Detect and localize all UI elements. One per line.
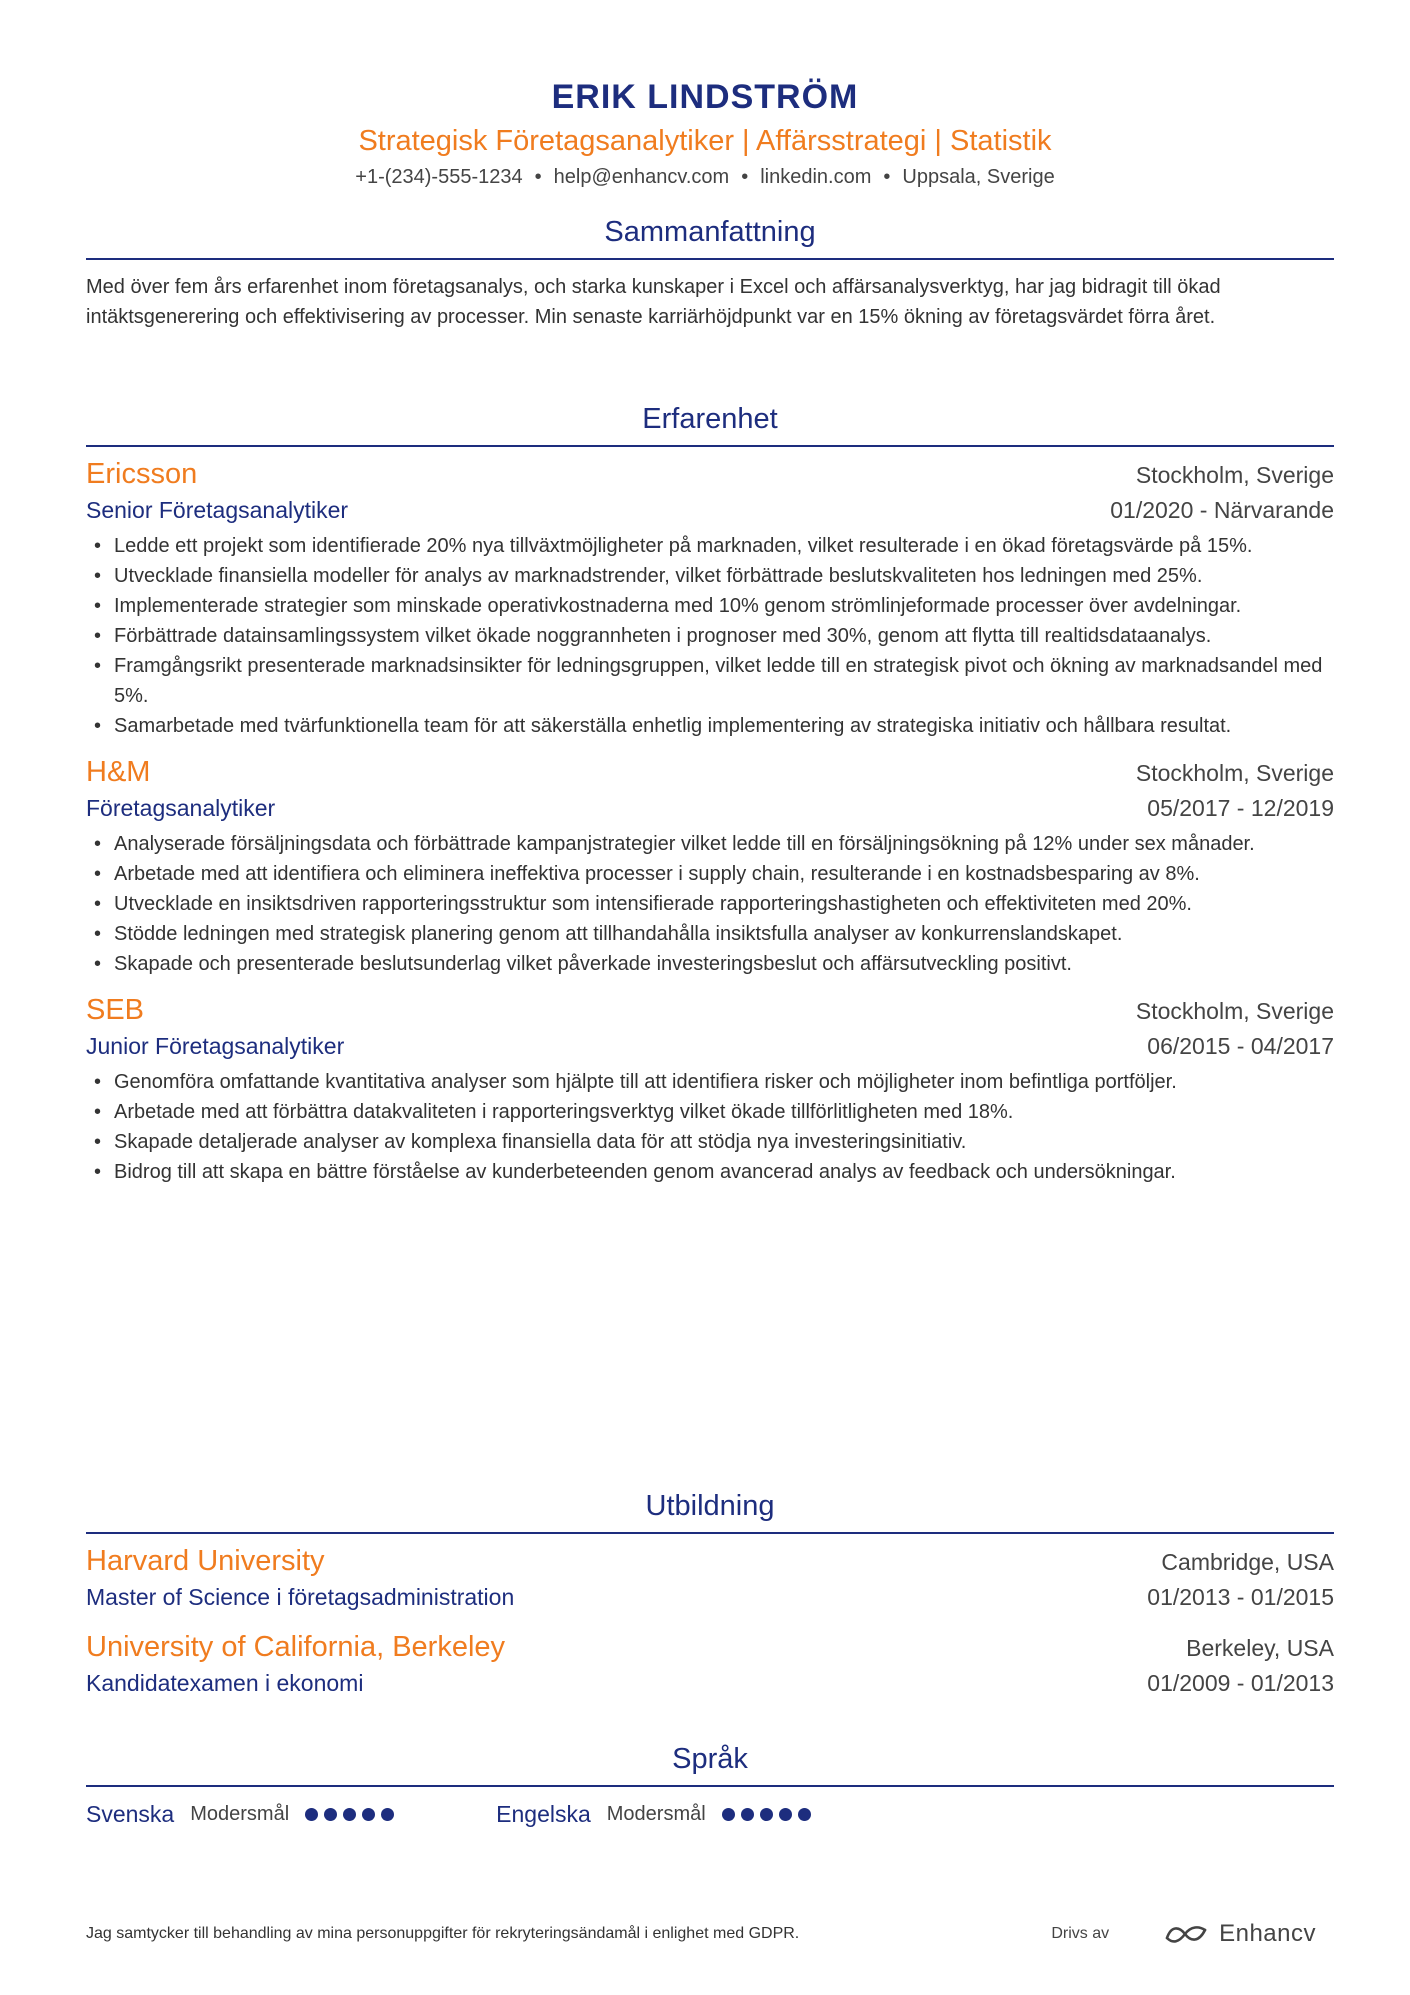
school-location: Cambridge, USA <box>1161 1549 1334 1575</box>
rating-dot <box>305 1808 318 1821</box>
school-name: Harvard University <box>86 1545 325 1577</box>
education-dates: 01/2013 - 01/2015 <box>1147 1584 1334 1610</box>
rating-dot <box>798 1808 811 1821</box>
rating-dot <box>362 1808 375 1821</box>
contact-separator: • <box>741 166 749 188</box>
job-dates: 01/2020 - Närvarande <box>1110 497 1334 523</box>
contact-separator: • <box>534 166 542 188</box>
rating-dot <box>722 1808 735 1821</box>
experience-section <box>86 399 1334 1187</box>
section-title-languages: Språk <box>86 1739 1334 1787</box>
enhancv-logo-icon <box>1163 1922 1209 1946</box>
bullet-item: • Stödde ledningen med strategisk planering genom att tillhandahålla insiktsfulla analyser av konkurrenslandskapet. <box>86 919 1334 949</box>
bullet-item: • Utvecklade finansiella modeller för analys av marknadstrender, vilket förbättrade beslutskvaliteten hos ledningen med 25%. <box>86 561 1334 591</box>
brand-name: Enhancv <box>1219 1920 1316 1947</box>
education-entry <box>86 1542 1334 1614</box>
language-rating <box>722 1808 817 1821</box>
job-role: Företagsanalytiker <box>86 795 276 821</box>
enhancv-brand[interactable] <box>1163 1920 1316 1948</box>
company-name: SEB <box>86 994 145 1026</box>
bullet-item: • Samarbetade med tvärfunktionella team för att säkerställa enhetlig implementering av strategiska initiativ och hållbara resultat. <box>86 711 1334 741</box>
bullet-item: • Utvecklade en insiktsdriven rapporteringsstruktur som intensifierade rapporteringshastigheten och effektiviteten med 20%. <box>86 889 1334 919</box>
contact-line <box>0 162 1410 192</box>
contact-location: Uppsala, Sverige <box>902 166 1055 188</box>
rating-dot <box>760 1808 773 1821</box>
rating-dot <box>779 1808 792 1821</box>
powered-by <box>1051 1920 1316 1948</box>
language-name: Engelska <box>496 1801 591 1827</box>
rating-dot <box>343 1808 356 1821</box>
language-level: Modersmål <box>190 1803 290 1825</box>
bullet-item: • Arbetade med att förbättra datakvaliteten i rapporteringsverktyg vilket ökade tillförlitligheten med 18%. <box>86 1097 1334 1127</box>
language-name: Svenska <box>86 1801 175 1827</box>
language-level: Modersmål <box>606 1803 706 1825</box>
job-bullets <box>86 1067 1334 1187</box>
job-dates: 06/2015 - 04/2017 <box>1147 1033 1334 1059</box>
language-rating <box>305 1808 400 1821</box>
resume-header <box>0 74 1410 192</box>
bullet-item: • Framgångsrikt presenterade marknadsinsikter för ledningsgruppen, vilket ledde till en strategisk pivot och ökning av marknadsandel med 5%. <box>86 651 1334 711</box>
page-footer <box>86 1914 1334 1954</box>
job-location: Stockholm, Sverige <box>1135 998 1334 1024</box>
job-bullets <box>86 531 1334 741</box>
bullet-item: • Genomföra omfattande kvantitativa analyser som hjälpte till att identifiera risker och möjligheter inom befintliga portföljer. <box>86 1067 1334 1097</box>
rating-dot <box>324 1808 337 1821</box>
job-bullets <box>86 829 1334 979</box>
job-dates: 05/2017 - 12/2019 <box>1147 795 1334 821</box>
education-entry <box>86 1628 1334 1700</box>
summary-text: Med över fem års erfarenhet inom företagsanalys, och starka kunskaper i Excel och affärsanalysverktyg, har jag bidragit till ökad intäktsgenerering och effektivisering av processer. Min senaste karriärhöjdpunkt var en 15% ökning av företagsvärdet förra året. <box>86 276 1221 328</box>
experience-entry <box>86 455 1334 741</box>
bullet-item: • Skapade och presenterade beslutsunderlag vilket påverkade investeringsbeslut och affärsutveckling positivt. <box>86 949 1334 979</box>
job-location: Stockholm, Sverige <box>1135 760 1334 786</box>
section-title-experience: Erfarenhet <box>86 399 1334 447</box>
candidate-name: ERIK LINDSTRÖM <box>551 78 859 116</box>
summary-section <box>86 212 1334 332</box>
rating-dot <box>741 1808 754 1821</box>
bullet-item: • Bidrog till att skapa en bättre förståelse av kunderbeteenden genom avancerad analys av feedback och undersökningar. <box>86 1157 1334 1187</box>
bullet-item: • Arbetade med att identifiera och eliminera ineffektiva processer i supply chain, resulterande i en kostnadsbesparing av 8%. <box>86 859 1334 889</box>
contact-separator: • <box>883 166 891 188</box>
job-location: Stockholm, Sverige <box>1135 462 1334 488</box>
language-item <box>496 1801 817 1828</box>
languages-list <box>86 1801 1334 1828</box>
bullet-item: • Förbättrade datainsamlingssystem vilket ökade noggrannheten i prognoser med 30%, genom att flytta till realtidsdataanalys. <box>86 621 1334 651</box>
rating-dot <box>381 1808 394 1821</box>
contact-email[interactable]: help@enhancv.com <box>553 166 730 188</box>
bullet-item: • Ledde ett projekt som identifierade 20% nya tillväxtmöjligheter på marknaden, vilket resulterade i en ökad företagsvärde på 15%. <box>86 531 1334 561</box>
contact-phone: +1-(234)-555-1234 <box>355 166 523 188</box>
company-name: H&M <box>86 756 151 788</box>
company-name: Ericsson <box>86 458 198 490</box>
bullet-item: • Implementerade strategier som minskade operativkostnaderna med 10% genom strömlinjeformade processer över avdelningar. <box>86 591 1334 621</box>
education-section <box>86 1486 1334 1700</box>
job-role: Junior Företagsanalytiker <box>86 1033 345 1059</box>
bullet-item: • Skapade detaljerade analyser av komplexa finansiella data för att stödja nya investeringsinitiativ. <box>86 1127 1334 1157</box>
contact-linkedin[interactable]: linkedin.com <box>760 166 872 188</box>
bullet-item: • Analyserade försäljningsdata och förbättrade kampanjstrategier vilket ledde till en försäljningsökning på 12% under sex månader. <box>86 829 1334 859</box>
section-title-education: Utbildning <box>86 1486 1334 1534</box>
school-name: University of California, Berkeley <box>86 1631 506 1663</box>
languages-section <box>86 1739 1334 1828</box>
section-title-summary: Sammanfattning <box>86 212 1334 260</box>
candidate-title: Strategisk Företagsanalytiker | Affärsstrategi | Statistik <box>358 125 1052 157</box>
gdpr-consent-note: Jag samtycker till behandling av mina personuppgifter för rekryteringsändamål i enlighet med GDPR. <box>86 1925 800 1942</box>
powered-by-label: Drivs av <box>1051 1925 1110 1942</box>
experience-entry <box>86 753 1334 979</box>
job-role: Senior Företagsanalytiker <box>86 497 349 523</box>
degree-name: Kandidatexamen i ekonomi <box>86 1670 364 1696</box>
experience-entry <box>86 991 1334 1187</box>
language-item <box>86 1801 400 1828</box>
school-location: Berkeley, USA <box>1186 1635 1334 1661</box>
degree-name: Master of Science i företagsadministration <box>86 1584 515 1610</box>
education-dates: 01/2009 - 01/2013 <box>1147 1670 1334 1696</box>
